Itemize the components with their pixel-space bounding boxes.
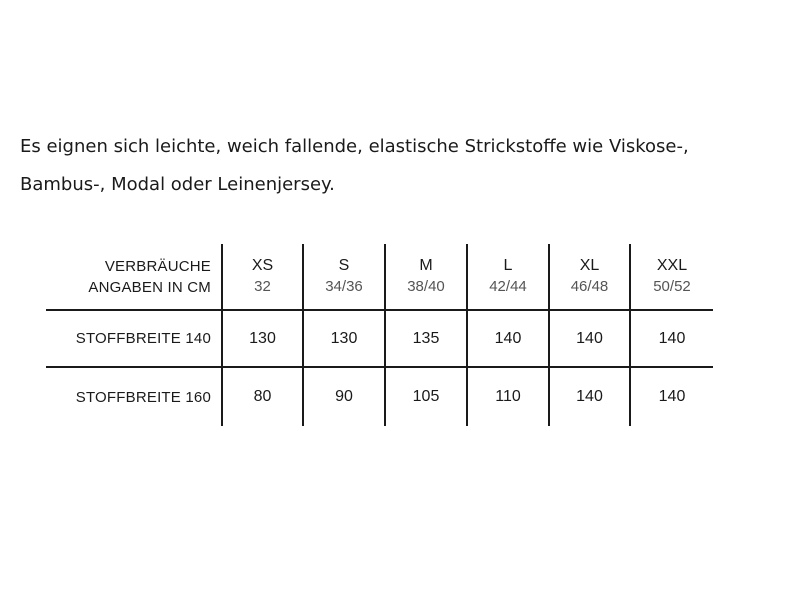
table-cell: 110 bbox=[495, 388, 521, 405]
table-cell: 135 bbox=[412, 329, 440, 347]
table-cell: 140 bbox=[494, 329, 522, 347]
size-name: M bbox=[419, 257, 433, 274]
size-numbers: 46/48 bbox=[570, 278, 609, 295]
intro-paragraph bbox=[20, 128, 790, 204]
table-cell: 140 bbox=[658, 388, 686, 405]
table-cell: 140 bbox=[658, 329, 686, 347]
table-cell: 140 bbox=[576, 329, 603, 347]
header-label-unit: ANGABEN IN CM bbox=[88, 278, 211, 296]
size-header-s bbox=[304, 244, 384, 309]
size-numbers: 50/52 bbox=[653, 278, 691, 295]
size-header-l bbox=[468, 244, 548, 309]
size-name: XXL bbox=[656, 257, 688, 274]
row-label-fabric-width-160 bbox=[46, 368, 221, 426]
table-cell: 130 bbox=[249, 329, 276, 347]
fabric-consumption-table bbox=[46, 244, 713, 426]
table-cell: 90 bbox=[335, 388, 353, 405]
size-name: XS bbox=[251, 257, 274, 274]
intro-line-1: Es eignen sich leichte, weich fallende, elastische Strickstoffe wie Viskose-, bbox=[20, 136, 689, 157]
size-numbers: 38/40 bbox=[407, 278, 445, 295]
table-cell: 80 bbox=[253, 388, 272, 405]
size-header-m bbox=[386, 244, 466, 309]
size-header-xs bbox=[223, 244, 302, 309]
header-label-cell bbox=[46, 244, 221, 309]
table-cell: 130 bbox=[330, 329, 358, 347]
table-cell: 140 bbox=[576, 388, 603, 405]
size-numbers: 42/44 bbox=[489, 278, 527, 295]
table-cell: 105 bbox=[412, 388, 440, 405]
size-header-xxl bbox=[631, 244, 713, 309]
row-label: STOFFBREITE 160 bbox=[75, 388, 211, 406]
intro-line-2: Bambus-, Modal oder Leinenjersey. bbox=[20, 174, 335, 195]
size-name: XL bbox=[579, 257, 600, 274]
size-name: L bbox=[503, 257, 513, 274]
row-label: STOFFBREITE 140 bbox=[75, 330, 211, 347]
row-label-fabric-width-140 bbox=[46, 311, 221, 366]
size-numbers: 34/36 bbox=[325, 278, 363, 295]
size-header-xl bbox=[550, 244, 629, 309]
header-label-consumption: VERBRÄUCHE bbox=[104, 257, 211, 275]
size-name: S bbox=[338, 257, 350, 274]
size-numbers: 32 bbox=[254, 278, 271, 295]
